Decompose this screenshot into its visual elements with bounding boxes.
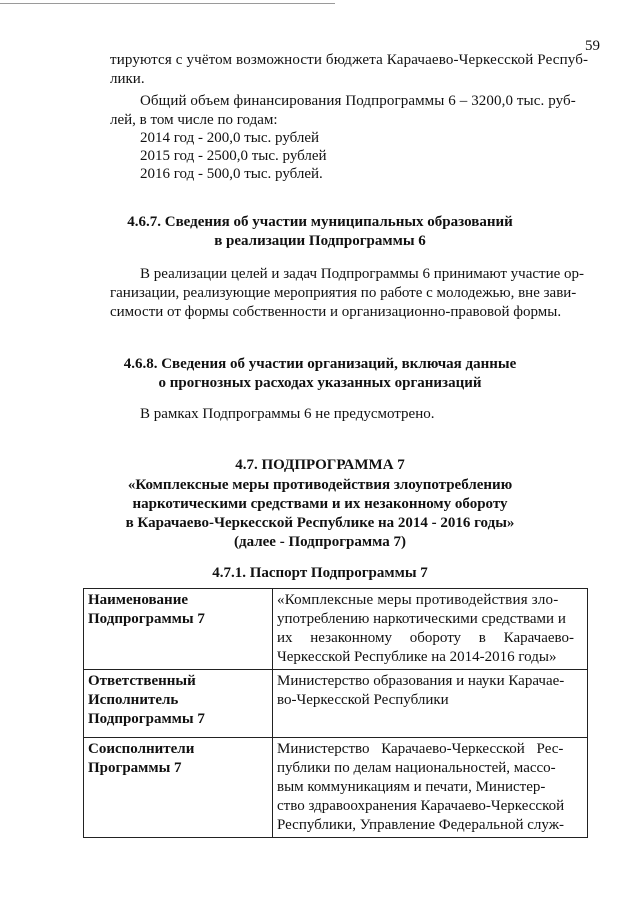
row-3-value-line-1: Министерство Карачаево-Черкесской Рес- (277, 741, 564, 757)
financing-year-2015: 2015 год - 2500,0 тыс. рублей (140, 148, 327, 164)
row-2-key-line-3: Подпрограммы 7 (88, 711, 205, 727)
row-1-key-line-2: Подпрограммы 7 (88, 611, 205, 627)
budget-line-1: тируются с учётом возможности бюджета Карачаево-Черкесской Респуб- (110, 52, 589, 68)
page-number: 59 (585, 38, 600, 54)
cell-spacer (88, 729, 268, 735)
row-1-value-line-3: их незаконному обороту в Карачаево- (277, 630, 574, 646)
financing-line-1: Общий объем финансирования Подпрограммы 6 – 3200,0 тыс. руб- (140, 93, 576, 109)
table-value-cell (273, 670, 588, 738)
section-4-6-7-body-line-3: симости от формы собственности и организационно-правовой формы. (110, 304, 562, 320)
section-4-6-8-title-line-1: 4.6.8. Сведения об участии организаций, включая данные (123, 356, 517, 372)
financing-year-2014: 2014 год - 200,0 тыс. рублей (140, 130, 320, 146)
top-rule (0, 3, 335, 4)
section-4-6-7-body-line-1: В реализации целей и задач Подпрограммы 6 принимают участие ор- (140, 266, 585, 282)
financing-line-2: лей, в том числе по годам: (110, 112, 278, 128)
financing-year-2016: 2016 год - 500,0 тыс. рублей. (140, 166, 323, 182)
section-4-7-line-1: «Комплексные меры противодействия злоупотреблению (127, 477, 513, 493)
table-row (84, 738, 588, 838)
section-4-6-8-title-line-2: о прогнозных расходах указанных организаций (158, 375, 482, 391)
row-3-value-line-5: Республики, Управление Федеральной служ- (277, 817, 565, 833)
table-key-cell (84, 589, 273, 670)
row-3-key-line-2: Программы 7 (88, 760, 182, 776)
passport-table (83, 588, 588, 838)
row-3-value-line-4: ство здравоохранения Карачаево-Черкесской (277, 798, 565, 814)
row-1-key-line-1: Наименование (88, 592, 188, 608)
table-key-cell (84, 738, 273, 838)
section-4-7-heading: 4.7. ПОДПРОГРАММА 7 (235, 457, 405, 473)
row-3-value-line-3: вым коммуникациям и печати, Министер- (277, 779, 546, 795)
passport-title: 4.7.1. Паспорт Подпрограммы 7 (212, 565, 428, 581)
row-3-key-line-1: Соисполнители (88, 741, 195, 757)
table-value-cell (273, 589, 588, 670)
table-key-cell (84, 670, 273, 738)
table-row (84, 670, 588, 738)
section-4-6-7-title-line-1: 4.6.7. Сведения об участии муниципальных образований (127, 214, 513, 230)
table-value-cell (273, 738, 588, 838)
row-2-key-line-2: Исполнитель (88, 692, 179, 708)
section-4-7-line-3: в Карачаево-Черкесской Республике на 2014 - 2016 годы» (125, 515, 515, 531)
row-2-value-line-2: во-Черкесской Республики (277, 692, 449, 708)
budget-line-2: лики. (110, 71, 145, 87)
section-4-6-7-body-line-2: ганизации, реализующие мероприятия по работе с молодежью, вне зави- (110, 285, 577, 301)
section-4-6-8-body: В рамках Подпрограммы 6 не предусмотрено. (140, 406, 435, 422)
row-3-value-line-2: публики по делам национальностей, массо- (277, 760, 556, 776)
table-row (84, 589, 588, 670)
section-4-7-line-2: наркотическими средствами и их незаконному обороту (132, 496, 508, 512)
row-1-value-line-1: «Комплексные меры противодействия зло- (277, 592, 559, 608)
section-4-6-7-title-line-2: в реализации Подпрограммы 6 (214, 233, 426, 249)
row-1-value-line-2: употреблению наркотическими средствами и (277, 611, 566, 627)
row-1-value-line-4: Черкесской Республике на 2014-2016 годы» (277, 649, 557, 665)
row-2-value-line-1: Министерство образования и науки Карачае- (277, 673, 565, 689)
section-4-7-line-4: (далее - Подпрограмма 7) (234, 534, 406, 550)
row-2-key-line-1: Ответственный (88, 673, 196, 689)
